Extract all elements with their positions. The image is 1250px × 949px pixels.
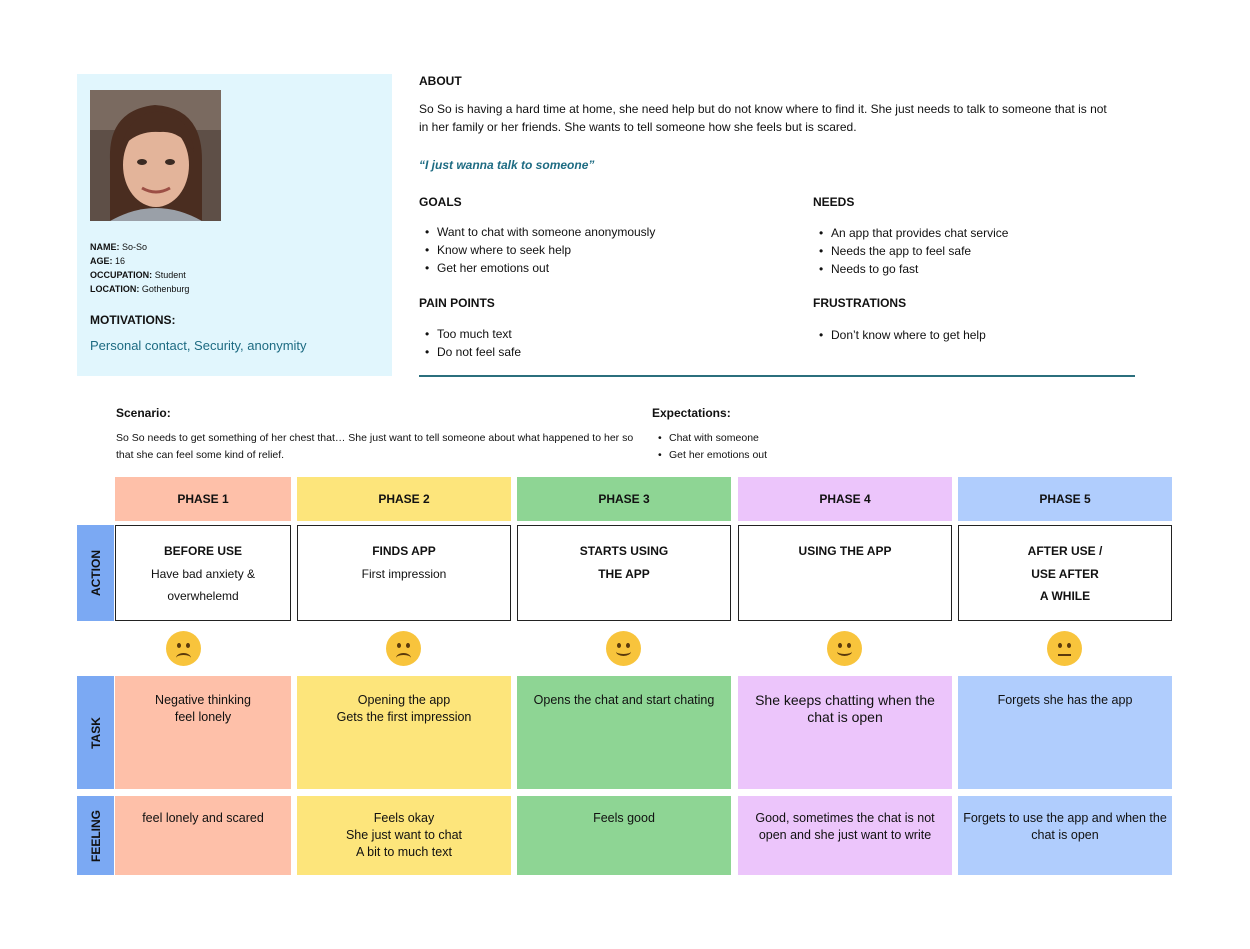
feeling-cell-3: Feels good (517, 796, 731, 875)
scenario-title: Scenario: (116, 406, 171, 420)
task-cell-2: Opening the app Gets the first impression (297, 676, 511, 789)
frustrations-list (813, 326, 986, 344)
about-title: ABOUT (419, 74, 462, 88)
task-cell-1: Negative thinking feel lonely (115, 676, 291, 789)
feeling-cell-2: Feels okay She just want to chat A bit to much text (297, 796, 511, 875)
fact-age: AGE: 16 (90, 256, 126, 266)
persona-facts (90, 240, 189, 296)
fact-name: NAME: So-So (90, 242, 148, 252)
persona-quote: “I just wanna talk to someone” (419, 158, 595, 172)
neutral-face-icon (1047, 631, 1082, 666)
action-cell-1: BEFORE USE Have bad anxiety & overwhelemd (115, 525, 291, 621)
task-cell-5: Forgets she has the app (958, 676, 1172, 789)
action-cell-4: USING THE APP (738, 525, 952, 621)
list-item: • Get her emotions out (652, 447, 767, 464)
task-cell-3: Opens the chat and start chating (517, 676, 731, 789)
fact-occupation: OCCUPATION: Student (90, 270, 186, 280)
phase-header-3: PHASE 3 (517, 477, 731, 521)
persona-photo (90, 90, 221, 221)
section-divider (419, 375, 1135, 377)
list-item: • An app that provides chat service (813, 224, 1008, 242)
phase-header-5: PHASE 5 (958, 477, 1172, 521)
list-item: • Needs to go fast (813, 260, 1008, 278)
task-cell-4: She keeps chatting when the chat is open (738, 676, 952, 789)
goals-list (419, 223, 655, 277)
expectations-title: Expectations: (652, 406, 731, 420)
needs-title: NEEDS (813, 195, 855, 209)
list-item: • Want to chat with someone anonymously (419, 223, 655, 241)
action-cell-5: AFTER USE / USE AFTER A WHILE (958, 525, 1172, 621)
row-label-action: ACTION (77, 525, 114, 621)
row-label-feeling: FEELING (77, 796, 114, 875)
needs-list (813, 224, 1008, 278)
feeling-cell-5: Forgets to use the app and when the chat is open (958, 796, 1172, 875)
expectations-list (652, 430, 767, 464)
phase-header-2: PHASE 2 (297, 477, 511, 521)
happy-face-icon (606, 631, 641, 666)
list-item: • Get her emotions out (419, 259, 655, 277)
feeling-cell-1: feel lonely and scared (115, 796, 291, 875)
pain-points-title: PAIN POINTS (419, 296, 495, 310)
happy-face-icon (827, 631, 862, 666)
pain-points-list (419, 325, 521, 361)
sad-face-icon (386, 631, 421, 666)
action-cell-3: STARTS USING THE APP (517, 525, 731, 621)
frustrations-title: FRUSTRATIONS (813, 296, 907, 310)
action-cell-2: FINDS APP First impression (297, 525, 511, 621)
list-item: • Don’t know where to get help (813, 326, 986, 344)
goals-title: GOALS (419, 195, 462, 209)
phase-header-1: PHASE 1 (115, 477, 291, 521)
scenario-text: So So needs to get something of her chest that… She just want to tell someone about what happened to her so that she can feel some kind of relief. (116, 432, 634, 461)
list-item: • Know where to seek help (419, 241, 655, 259)
motivations-text: Personal contact, Security, anonymity (90, 338, 307, 353)
row-label-task: TASK (77, 676, 114, 789)
about-text: So So is having a hard time at home, she need help but do not know where to find it. She just needs to talk to someone that is not in her family or her friends. She wants to tell someone how she feels but is scared. (419, 102, 1107, 134)
sad-face-icon (166, 631, 201, 666)
list-item: • Too much text (419, 325, 521, 343)
list-item: • Do not feel safe (419, 343, 521, 361)
phase-header-4: PHASE 4 (738, 477, 952, 521)
list-item: • Chat with someone (652, 430, 767, 447)
list-item: • Needs the app to feel safe (813, 242, 1008, 260)
fact-location: LOCATION: Gothenburg (90, 284, 190, 294)
motivations-title: MOTIVATIONS: (90, 313, 176, 327)
feeling-cell-4: Good, sometimes the chat is not open and she just want to write (738, 796, 952, 875)
